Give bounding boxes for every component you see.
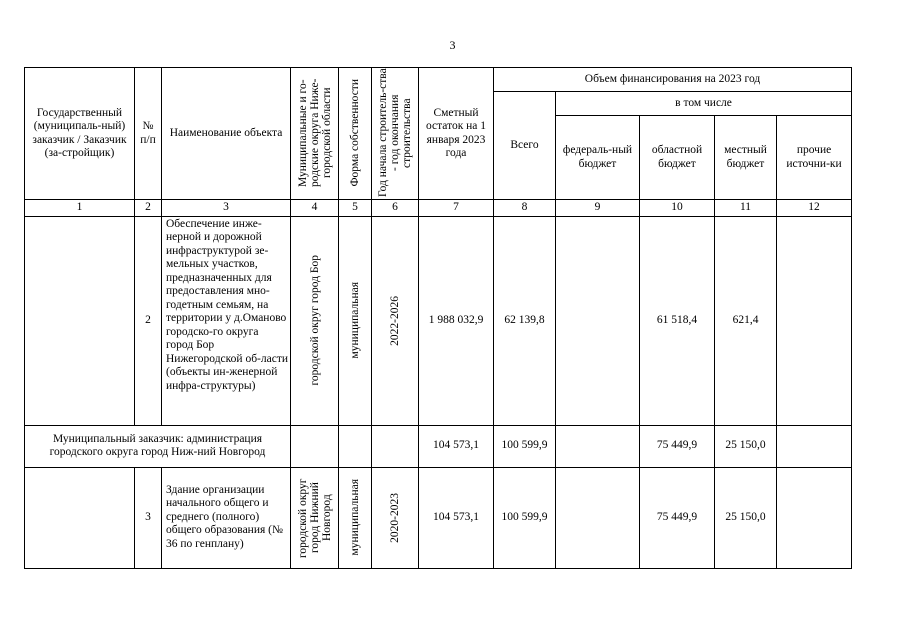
- subheader-label: Муниципальный заказчик: администрация городского округа город Ниж-ний Новгород: [25, 425, 291, 467]
- header-ownership: Форма собственности: [339, 68, 372, 200]
- header-regional: областной бюджет: [640, 116, 715, 200]
- row1-balance: 1 988 032,9: [419, 216, 494, 425]
- row2-federal: [556, 467, 640, 568]
- row1-other: [777, 216, 852, 425]
- col-number: 12: [777, 200, 852, 217]
- row2-municipality: городской округ город Нижний Новгород: [291, 467, 339, 568]
- empty-cell: [777, 425, 852, 467]
- col-number: 5: [339, 200, 372, 217]
- financing-table: [24, 67, 852, 569]
- col-number: 3: [162, 200, 291, 217]
- header-other: прочие источни-ки: [777, 116, 852, 200]
- subheader-regional: 75 449,9: [640, 425, 715, 467]
- subheader-local: 25 150,0: [715, 425, 777, 467]
- column-numbers-row: [25, 200, 852, 217]
- row2-regional: 75 449,9: [640, 467, 715, 568]
- table-row: [25, 216, 852, 425]
- col-number: 7: [419, 200, 494, 217]
- table-row: [25, 467, 852, 568]
- col-number: 11: [715, 200, 777, 217]
- row1-regional: 61 518,4: [640, 216, 715, 425]
- col-number: 2: [135, 200, 162, 217]
- header-federal: федераль-ный бюджет: [556, 116, 640, 200]
- row2-other: [777, 467, 852, 568]
- header-including: в том числе: [556, 92, 852, 116]
- col-number: 9: [556, 200, 640, 217]
- row1-ownership: муниципальная: [339, 216, 372, 425]
- header-local: местный бюджет: [715, 116, 777, 200]
- row1-no: 2: [135, 216, 162, 425]
- row1-local: 621,4: [715, 216, 777, 425]
- row2-local: 25 150,0: [715, 467, 777, 568]
- header-customer: Государственный (муниципаль-ный) заказчик / Заказчик (за-стройщик): [25, 68, 135, 200]
- empty-cell: [556, 425, 640, 467]
- header-no: № п/п: [135, 68, 162, 200]
- row2-ownership: муниципальная: [339, 467, 372, 568]
- page-number: 3: [449, 38, 456, 52]
- header-balance: Сметный остаток на 1 января 2023 года: [419, 68, 494, 200]
- col-number: 1: [25, 200, 135, 217]
- row1-name: Обеспечение инже-нерной и дорожной инфраструктурой зе-мельных участков, предназначенных для предоставления мно-годетным семьям, на территории у д.Оманово городско-го округа город Бор Нижегородской об-ласти (объекты ин-женерной инфра-структуры): [162, 216, 291, 425]
- subheader-total: 100 599,9: [494, 425, 556, 467]
- col-number: 10: [640, 200, 715, 217]
- row1-federal: [556, 216, 640, 425]
- header-total: Всего: [494, 92, 556, 200]
- col-number: 8: [494, 200, 556, 217]
- subheader-row: [25, 425, 852, 467]
- row1-total: 62 139,8: [494, 216, 556, 425]
- row1-years: 2022-2026: [372, 216, 419, 425]
- row2-years: 2020-2023: [372, 467, 419, 568]
- row2-name: Здание организации начального общего и среднего (полного) общего образования (№ 36 по генплану): [162, 467, 291, 568]
- header-name: Наименование объекта: [162, 68, 291, 200]
- col-number: 4: [291, 200, 339, 217]
- row2-customer: [25, 467, 135, 568]
- row1-customer: [25, 216, 135, 425]
- empty-cell: [339, 425, 372, 467]
- empty-cell: [372, 425, 419, 467]
- header-years: Год начала строитель-ства - год окончания строительства: [372, 68, 419, 200]
- row2-balance: 104 573,1: [419, 467, 494, 568]
- empty-cell: [291, 425, 339, 467]
- header-financing: Объем финансирования на 2023 год: [494, 68, 852, 92]
- subheader-balance: 104 573,1: [419, 425, 494, 467]
- row2-total: 100 599,9: [494, 467, 556, 568]
- row1-municipality: городской округ город Бор: [291, 216, 339, 425]
- header-municipality: Муниципальные и го-родские округа Ниже-городской области: [291, 68, 339, 200]
- row2-no: 3: [135, 467, 162, 568]
- col-number: 6: [372, 200, 419, 217]
